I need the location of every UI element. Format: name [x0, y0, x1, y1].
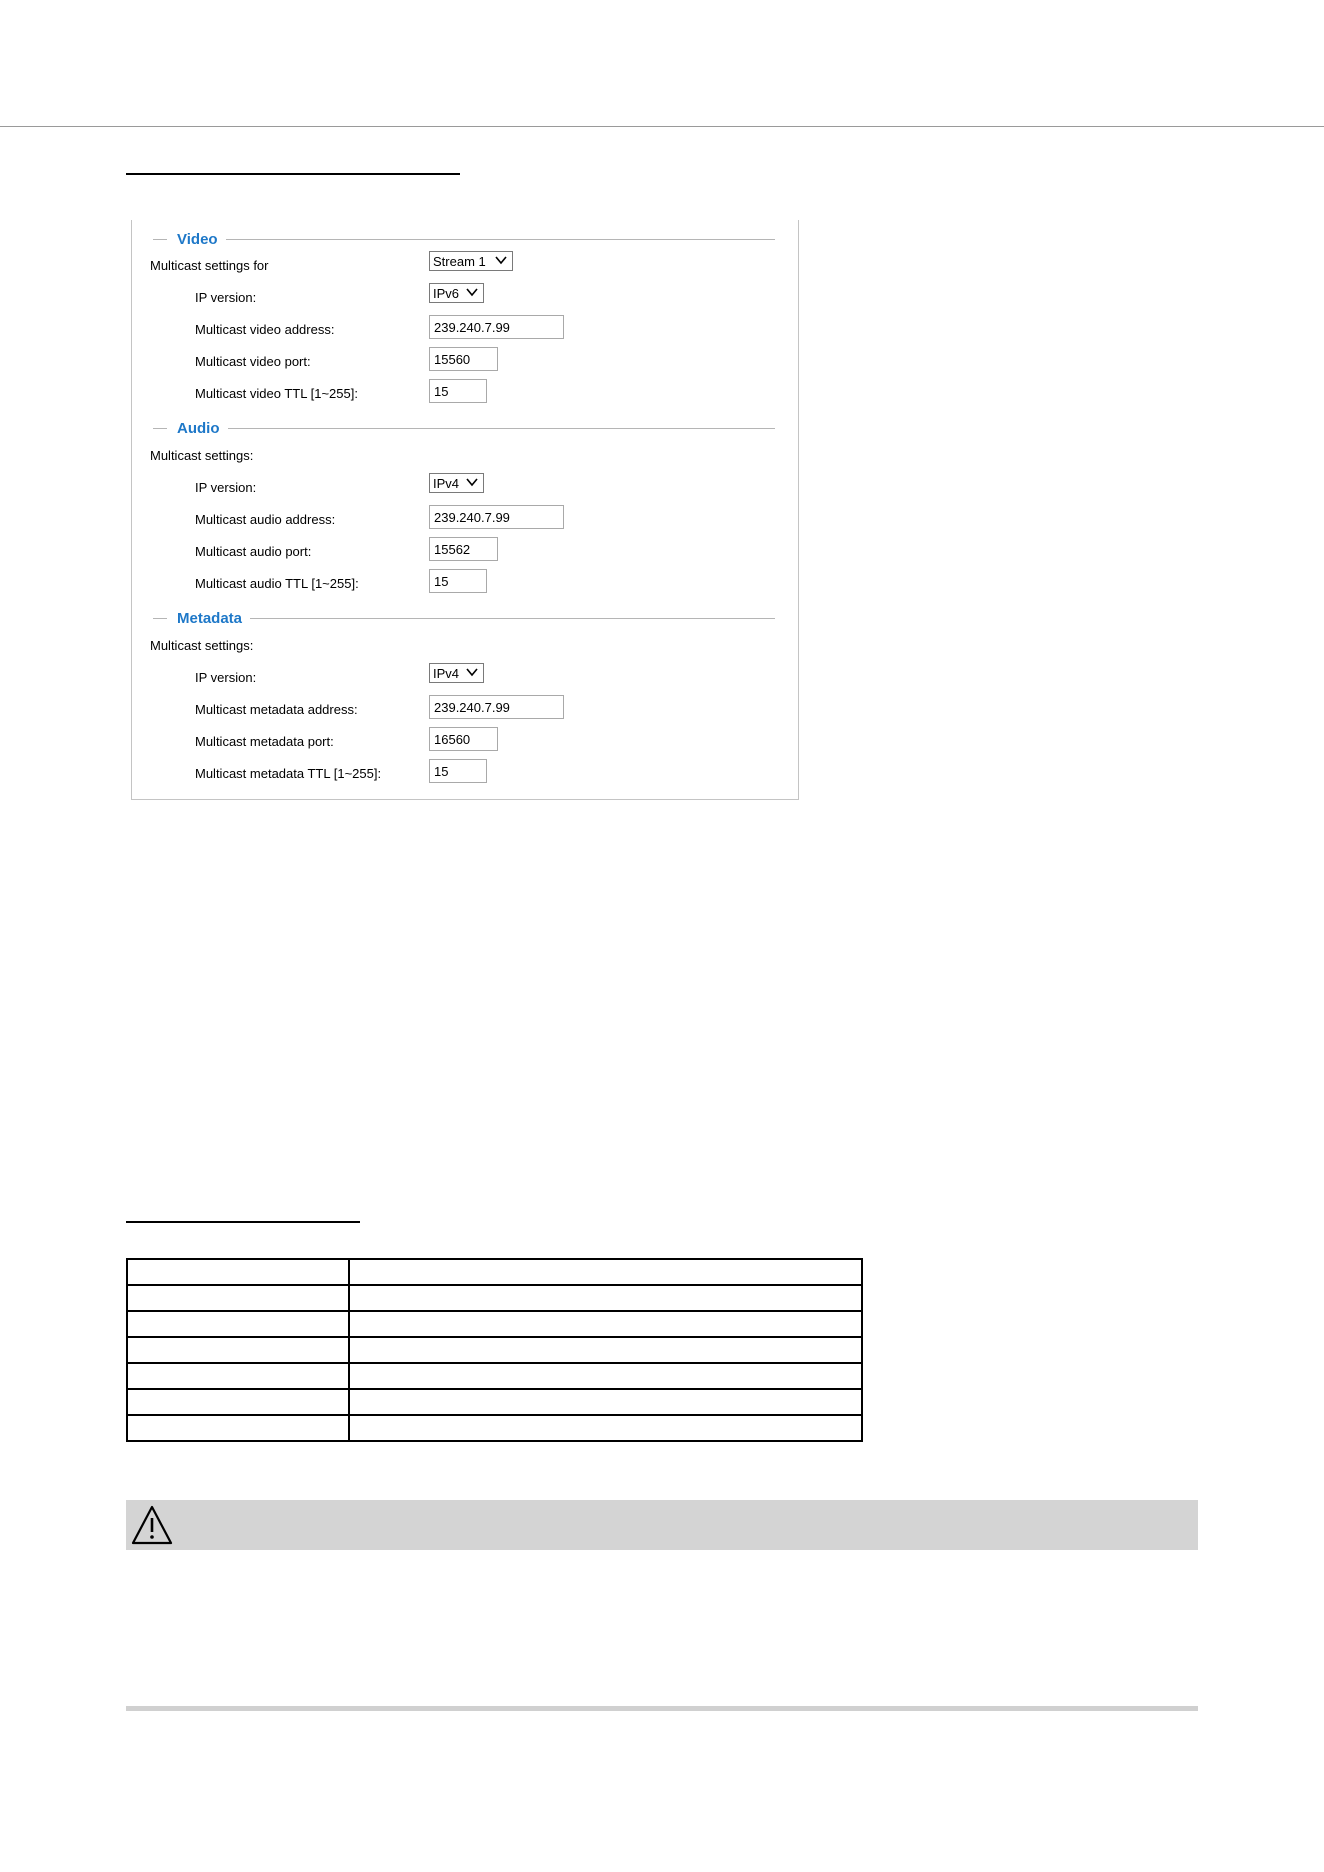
metadata-section-header: [153, 608, 775, 628]
video-section-header: [153, 229, 775, 249]
metadata-section-title: Metadata: [177, 609, 243, 627]
metadata-ttl-label: Multicast metadata TTL [1~255]:: [195, 766, 382, 781]
audio-ttl-label: Multicast audio TTL [1~255]:: [195, 576, 359, 591]
video-port-label: Multicast video port:: [195, 354, 311, 369]
audio-port-label: Multicast audio port:: [195, 544, 312, 559]
table-cell: [349, 1415, 862, 1441]
table-cell: [349, 1259, 862, 1285]
table-cell: [349, 1363, 862, 1389]
video-address-input[interactable]: 239.240.7.99: [429, 315, 564, 339]
metadata-ttl-input[interactable]: 15: [429, 759, 487, 783]
metadata-ip-version-label: IP version:: [195, 670, 257, 685]
stream-select-value: Stream 1: [433, 253, 486, 269]
table-row: [127, 1415, 862, 1441]
audio-port-input[interactable]: 15562: [429, 537, 498, 561]
audio-ip-version-value: IPv4: [433, 475, 460, 491]
stream-select[interactable]: [429, 251, 513, 271]
table-row: [127, 1389, 862, 1415]
audio-ttl-input[interactable]: 15: [429, 569, 487, 593]
table-row: [127, 1363, 862, 1389]
metadata-port-label: Multicast metadata port:: [195, 734, 334, 749]
video-ip-version-label: IP version:: [195, 290, 257, 305]
video-multicast-label: Multicast settings for: [150, 258, 269, 273]
table-row: [127, 1337, 862, 1363]
table-cell: [127, 1363, 349, 1389]
video-port-input[interactable]: 15560: [429, 347, 498, 371]
legend-line: [250, 618, 775, 619]
chevron-down-icon: [494, 253, 508, 267]
data-table: [126, 1258, 863, 1442]
metadata-address-label: Multicast metadata address:: [195, 702, 358, 717]
audio-section-title: Audio: [177, 419, 220, 437]
legend-line: [226, 239, 775, 240]
table-cell: [127, 1389, 349, 1415]
metadata-ip-version-select[interactable]: [429, 663, 484, 683]
chevron-down-icon: [465, 665, 479, 679]
table-cell: [127, 1311, 349, 1337]
table-cell: [127, 1285, 349, 1311]
legend-dash: [153, 618, 167, 619]
chevron-down-icon: [465, 285, 479, 299]
metadata-ip-version-value: IPv4: [433, 665, 460, 681]
legend-dash: [153, 239, 167, 240]
video-ttl-input[interactable]: 15: [429, 379, 487, 403]
audio-address-label: Multicast audio address:: [195, 512, 336, 527]
table-row: [127, 1285, 862, 1311]
table-row: [127, 1311, 862, 1337]
metadata-address-input[interactable]: 239.240.7.99: [429, 695, 564, 719]
header-divider: [0, 126, 1324, 127]
table-cell: [349, 1389, 862, 1415]
table-cell: [349, 1311, 862, 1337]
table-cell: [127, 1259, 349, 1285]
video-ip-version-select[interactable]: [429, 283, 484, 303]
warning-bar: [126, 1500, 1198, 1550]
chevron-down-icon: [465, 475, 479, 489]
section-heading-underline: [126, 173, 460, 175]
warning-triangle-icon: [130, 1504, 174, 1546]
section-heading-underline: [126, 1221, 360, 1223]
audio-section-header: [153, 418, 775, 438]
video-address-label: Multicast video address:: [195, 322, 335, 337]
table-cell: [349, 1337, 862, 1363]
video-ttl-label: Multicast video TTL [1~255]:: [195, 386, 358, 401]
footer-divider: [126, 1706, 1198, 1711]
audio-ip-version-label: IP version:: [195, 480, 257, 495]
legend-line: [228, 428, 776, 429]
audio-multicast-label: Multicast settings:: [150, 448, 254, 463]
audio-ip-version-select[interactable]: [429, 473, 484, 493]
audio-address-input[interactable]: 239.240.7.99: [429, 505, 564, 529]
table-cell: [349, 1285, 862, 1311]
video-section-title: Video: [177, 230, 218, 248]
table-row: [127, 1259, 862, 1285]
legend-dash: [153, 428, 167, 429]
table-cell: [127, 1415, 349, 1441]
table-cell: [127, 1337, 349, 1363]
metadata-multicast-label: Multicast settings:: [150, 638, 254, 653]
video-ip-version-value: IPv6: [433, 285, 460, 301]
metadata-port-input[interactable]: 16560: [429, 727, 498, 751]
